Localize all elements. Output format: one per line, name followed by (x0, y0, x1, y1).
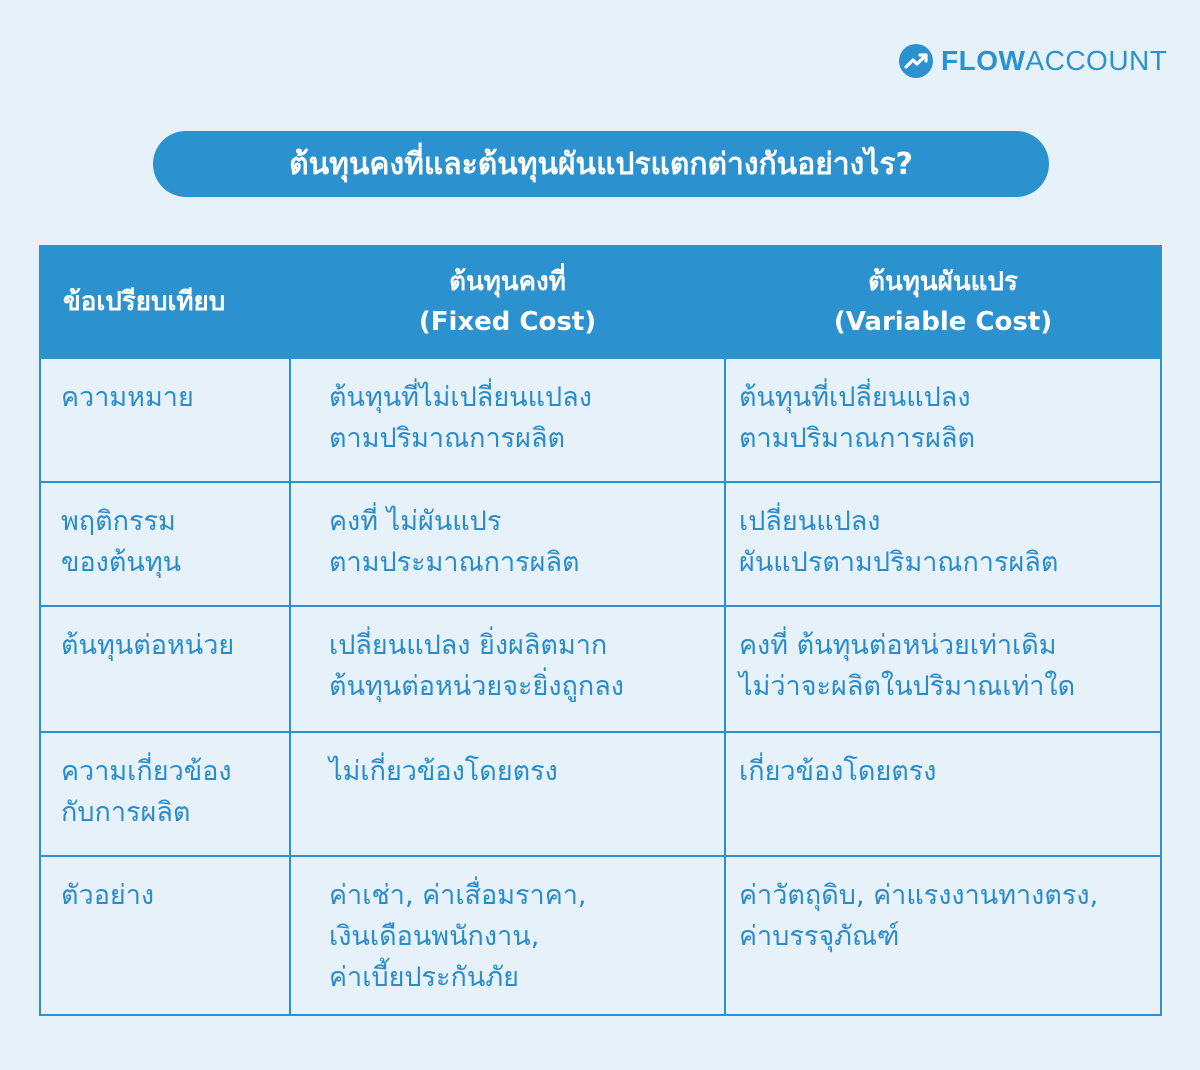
comparison-table (39, 245, 1162, 1016)
table-header (40, 246, 1161, 358)
table-row (40, 606, 1161, 732)
row-label-cell (40, 482, 290, 606)
cell-text-line: ต้นทุนคงที่ (449, 267, 566, 297)
cell-text-line: ตามปริมาณการผลิต (739, 423, 976, 454)
cell-text-line: ค่าวัตถุดิบ, ค่าแรงงานทางตรง, (739, 880, 1099, 911)
fixed-cost-cell (290, 482, 725, 606)
variable-cost-cell (725, 732, 1161, 856)
header-row (40, 246, 1161, 358)
cell-text-line: ไม่ว่าจะผลิตในปริมาณเท่าใด (739, 671, 1076, 702)
cell-text-line: กับการผลิต (61, 797, 191, 828)
cell-text-line: ตามปริมาณการผลิต (329, 423, 566, 454)
cell-text-line: ค่าเบี้ยประกันภัย (329, 962, 519, 993)
cell-text-line: (Fixed Cost) (418, 307, 597, 337)
row-label-cell (40, 358, 290, 482)
cell-text-line: (Variable Cost) (833, 307, 1053, 337)
cell-text-line: ตัวอย่าง (61, 880, 155, 911)
brand-logo (899, 44, 1167, 78)
cell-text-line: ผันแปรตามปริมาณการผลิต (739, 547, 1059, 578)
table-row (40, 358, 1161, 482)
variable-cost-cell (725, 856, 1161, 1015)
fixed-cost-cell (290, 606, 725, 732)
cell-text-line: ต้นทุนต่อหน่วยจะยิ่งถูกลง (329, 671, 624, 702)
cell-text-line: ต้นทุนต่อหน่วย (61, 630, 235, 661)
cell-text-line: คงที่ ต้นทุนต่อหน่วยเท่าเดิม (739, 630, 1057, 661)
cell-text-line: ของต้นทุน (61, 547, 182, 578)
table-row (40, 732, 1161, 856)
cell-text-line: ตามประมาณการผลิต (329, 547, 580, 578)
header-variable-cost (725, 246, 1161, 358)
fixed-cost-cell (290, 358, 725, 482)
cell-text-line: ค่าเช่า, ค่าเสื่อมราคา, (329, 880, 587, 911)
cell-text-line: ความเกี่ยวข้อง (61, 756, 232, 787)
row-label-cell (40, 856, 290, 1015)
brand-name: FLOWACCOUNT (941, 45, 1168, 76)
variable-cost-cell (725, 482, 1161, 606)
cell-text-line: คงที่ ไม่ผันแปร (329, 506, 502, 537)
cell-text-line: ความหมาย (61, 382, 194, 413)
fixed-cost-cell (290, 856, 725, 1015)
cell-text-line: พฤติกรรม (61, 506, 176, 537)
cell-text-line: ต้นทุนที่ไม่เปลี่ยนแปลง (329, 382, 592, 413)
row-label-cell (40, 732, 290, 856)
header-comparison (40, 246, 290, 358)
page-title: ต้นทุนคงที่และต้นทุนผันแปรแตกต่างกันอย่างไร? (289, 146, 913, 182)
cell-text-line: ข้อเปรียบเทียบ (63, 287, 226, 317)
cell-text-line: เปลี่ยนแปลง (739, 506, 881, 537)
trend-up-icon (899, 44, 933, 78)
header-fixed-cost (290, 246, 725, 358)
cell-text-line: ต้นทุนผันแปร (868, 267, 1018, 297)
variable-cost-cell (725, 606, 1161, 732)
table-row (40, 482, 1161, 606)
cell-text-line: ต้นทุนที่เปลี่ยนแปลง (739, 382, 971, 413)
cell-text-line: ค่าบรรจุภัณฑ์ (739, 921, 900, 952)
cell-text-line: เปลี่ยนแปลง ยิ่งผลิตมาก (329, 630, 608, 661)
table-body (40, 358, 1161, 1015)
cell-text-line: ไม่เกี่ยวข้องโดยตรง (329, 756, 558, 787)
title-banner (153, 131, 1049, 197)
table-row (40, 856, 1161, 1015)
cell-text-line: เกี่ยวข้องโดยตรง (739, 756, 937, 787)
variable-cost-cell (725, 358, 1161, 482)
fixed-cost-cell (290, 732, 725, 856)
cell-text-line: เงินเดือนพนักงาน, (329, 921, 540, 952)
row-label-cell (40, 606, 290, 732)
